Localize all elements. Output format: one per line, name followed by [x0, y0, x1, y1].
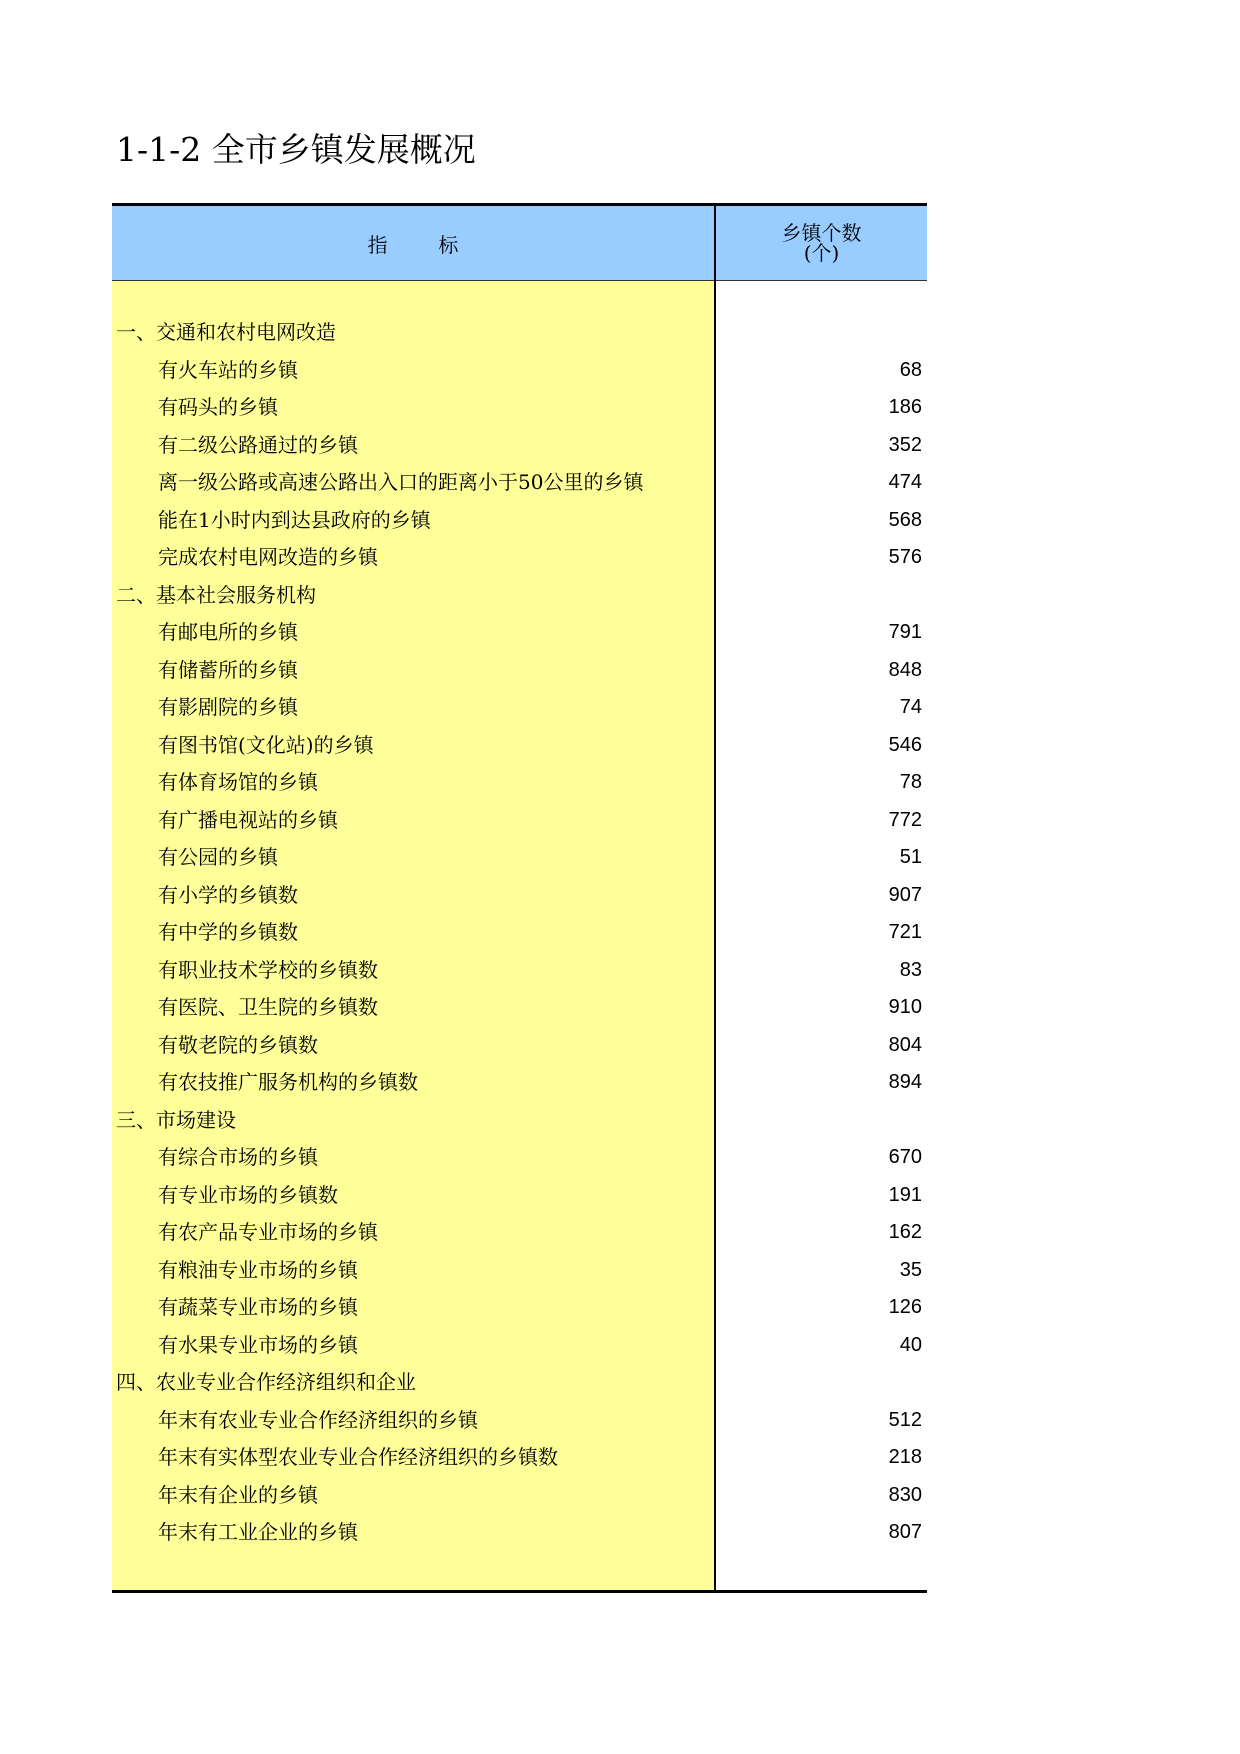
indicator-label: 年末有工业企业的乡镇: [158, 1520, 358, 1544]
count-value: 670: [888, 1146, 922, 1168]
indicator-label: 有农技推广服务机构的乡镇数: [158, 1070, 418, 1094]
count-value: 848: [888, 658, 922, 681]
table-row: [112, 1477, 927, 1515]
category-row: [112, 1364, 927, 1402]
category-label: 三、市场建设: [116, 1107, 236, 1132]
table-row: [112, 614, 927, 652]
table-row: [112, 1402, 927, 1440]
indicator-label: 年末有农业专业合作经济组织的乡镇: [158, 1407, 478, 1432]
column-divider: [714, 203, 716, 1593]
indicator-label: 有火车站的乡镇: [158, 357, 298, 382]
table-row: [112, 802, 927, 840]
table-row: [112, 502, 927, 540]
table-row: [112, 1327, 927, 1365]
table-row: [112, 914, 927, 952]
table-row: [112, 877, 927, 915]
indicator-label: 有粮油专业市场的乡镇: [158, 1257, 358, 1282]
category-label: 四、农业专业合作经济组织和企业: [116, 1370, 416, 1394]
category-row: [112, 314, 927, 352]
count-value: 804: [888, 1033, 922, 1056]
table-row: [112, 989, 927, 1027]
header-count-unit: (个): [803, 241, 840, 265]
table-row: [112, 764, 927, 802]
count-value: 35: [899, 1258, 922, 1281]
table-row: [112, 352, 927, 390]
page-title: 1-1-2 全市乡镇发展概况: [116, 130, 476, 169]
category-label: 二、基本社会服务机构: [116, 582, 316, 607]
indicator-label: 有综合市场的乡镇: [158, 1145, 318, 1169]
count-value: 51: [899, 846, 922, 868]
table-row: [112, 389, 927, 427]
count-value: 910: [888, 996, 922, 1018]
count-value: 191: [888, 1183, 922, 1206]
count-value: 807: [888, 1521, 922, 1543]
statistics-table: [112, 203, 927, 1593]
indicator-label: 有小学的乡镇数: [158, 882, 298, 907]
category-row: [112, 1102, 927, 1140]
table-row: [112, 727, 927, 765]
table-row: [112, 1064, 927, 1102]
count-value: 576: [888, 546, 922, 568]
table-row: [112, 1289, 927, 1327]
indicator-label: 有公园的乡镇: [158, 845, 278, 869]
count-value: 162: [888, 1221, 922, 1243]
indicator-label: 有水果专业市场的乡镇: [158, 1332, 358, 1357]
count-value: 894: [888, 1071, 922, 1093]
header-count-label: 乡镇个数: [781, 221, 862, 245]
count-value: 512: [888, 1408, 922, 1431]
indicator-label: 有蔬菜专业市场的乡镇: [158, 1295, 358, 1319]
count-value: 68: [899, 358, 922, 381]
category-row: [112, 577, 927, 615]
indicator-label: 有体育场馆的乡镇: [158, 770, 318, 794]
table-row: [112, 1514, 927, 1552]
table-row: [112, 1252, 927, 1290]
count-value: 78: [899, 771, 922, 793]
table-row: [112, 539, 927, 577]
header-indicator-label: 指 标: [367, 232, 459, 257]
indicator-label: 有广播电视站的乡镇: [158, 807, 338, 832]
table-row: [112, 464, 927, 502]
count-value: 907: [888, 883, 922, 906]
indicator-label: 有二级公路通过的乡镇: [158, 432, 358, 457]
indicator-label: 年末有企业的乡镇: [158, 1482, 318, 1507]
indicator-label: 有码头的乡镇: [158, 395, 278, 419]
table-row: [112, 652, 927, 690]
count-value: 218: [888, 1446, 922, 1468]
table-row: [112, 689, 927, 727]
count-value: 83: [899, 958, 922, 981]
indicator-label: 有敬老院的乡镇数: [158, 1032, 318, 1057]
table-row: [112, 1177, 927, 1215]
indicator-label: 离一级公路或高速公路出入口的距离小于50公里的乡镇: [158, 470, 644, 494]
header-count: [716, 206, 927, 280]
count-value: 791: [888, 621, 922, 643]
header-indicator: [112, 206, 714, 280]
category-label: 一、交通和农村电网改造: [116, 320, 336, 344]
count-value: 474: [888, 471, 922, 493]
indicator-label: 有储蓄所的乡镇: [158, 657, 298, 682]
indicator-label: 有农产品专业市场的乡镇: [158, 1220, 378, 1244]
count-value: 352: [888, 433, 922, 456]
table-row: [112, 952, 927, 990]
count-value: 40: [899, 1333, 922, 1356]
count-value: 830: [888, 1483, 922, 1506]
indicator-label: 能在1小时内到达县政府的乡镇: [158, 507, 431, 532]
indicator-label: 有专业市场的乡镇数: [158, 1182, 338, 1207]
table-row: [112, 1439, 927, 1477]
indicator-label: 有医院、卫生院的乡镇数: [158, 995, 378, 1019]
count-value: 126: [888, 1296, 922, 1318]
count-value: 721: [888, 921, 922, 943]
table-row: [112, 1027, 927, 1065]
table-row: [112, 427, 927, 465]
indicator-label: 有职业技术学校的乡镇数: [158, 957, 378, 982]
indicator-label: 有中学的乡镇数: [158, 920, 298, 944]
indicator-label: 年末有实体型农业专业合作经济组织的乡镇数: [158, 1445, 558, 1469]
indicator-label: 完成农村电网改造的乡镇: [158, 545, 378, 569]
count-value: 546: [888, 733, 922, 756]
table-row: [112, 1139, 927, 1177]
count-value: 772: [888, 808, 922, 831]
table-row: [112, 839, 927, 877]
table-bottom-rule: [112, 1590, 927, 1593]
count-value: 186: [888, 396, 922, 418]
table-row: [112, 1214, 927, 1252]
indicator-label: 有图书馆(文化站)的乡镇: [158, 732, 374, 757]
count-value: 74: [899, 696, 922, 718]
count-value: 568: [888, 508, 922, 531]
indicator-label: 有影剧院的乡镇: [158, 695, 298, 719]
indicator-label: 有邮电所的乡镇: [158, 620, 298, 644]
